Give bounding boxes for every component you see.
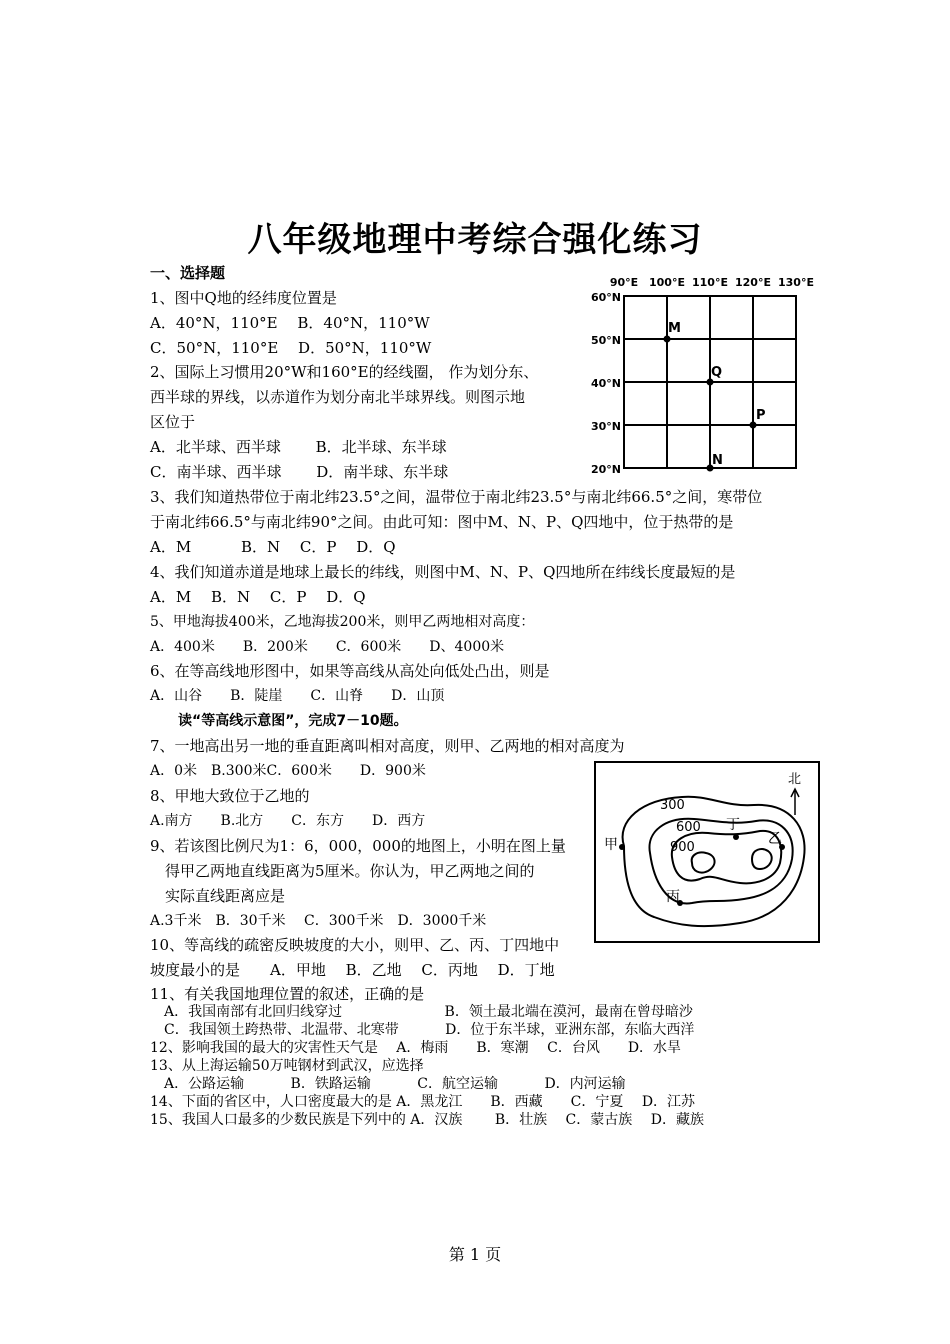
option-line: C．我国领土跨热带、北温带、北寒带 D．位于东半球，亚洲东部，东临大西洋 — [150, 1022, 695, 1038]
page-footer: 第 1 页 — [448, 1245, 502, 1264]
question-line: 5、甲地海拔400米，乙地海拔200米，则甲乙两地相对高度： — [150, 614, 535, 630]
option-line: A．我国南部有北回归线穿过 B．领土最北端在漠河，最南在曾母暗沙 — [150, 1004, 693, 1020]
question-line: 11、有关我国地理位置的叙述，正确的是 — [150, 985, 425, 1003]
question-line: 12、影响我国的最大的灾害性天气是 A．梅雨 B．寒潮 C．台风 D．水旱 — [150, 1040, 682, 1056]
lat-lon-grid-map — [588, 274, 818, 478]
lon-label: 110°E — [692, 276, 728, 289]
contour-label-900: 900 — [670, 840, 695, 855]
lat-label: 30°N — [590, 420, 621, 433]
page-title: 八年级地理中考综合强化练习 — [247, 220, 703, 260]
question-line: 14、下面的省区中，人口密度最大的是 A．黑龙江 B．西藏 C．宁夏 D．江苏 — [150, 1094, 696, 1110]
option-line: A．北半球、西半球 B．北半球、东半球 — [150, 438, 447, 456]
option-line: A．40°N，110°E B．40°N，110°W — [150, 314, 430, 332]
option-line: A．M B．N C．P D．Q — [150, 588, 366, 606]
option-line: C．50°N，110°E D．50°N，110°W — [150, 339, 432, 357]
question-line: 实际直线距离应是 — [150, 887, 286, 905]
question-line: 13、从上海运输50万吨钢材到武汉，应选择 — [150, 1058, 424, 1074]
option-line: A．公路运输 B．铁路运输 C．航空运输 D．内河运输 — [150, 1076, 626, 1092]
option-line: C．南半球、西半球 D．南半球、东半球 — [150, 463, 449, 481]
question-line: 3、我们知道热带位于南北纬23.5°之间，温带位于南北纬23.5°与南北纬66.5°之间，寒带位 — [150, 488, 763, 506]
question-line: 9、若该图比例尺为1：6，000，000的地图上，小明在图上量 — [150, 837, 566, 855]
question-line: 得甲乙两地直线距离为5厘米。你认为，甲乙两地之间的 — [150, 862, 535, 880]
option-line: A．M B．N C．P D．Q — [150, 538, 396, 556]
option-line: A.3千米 B．30千米 C．300千米 D．3000千米 — [150, 913, 487, 929]
question-line: 10、等高线的疏密反映坡度的大小，则甲、乙、丙、丁四地中 — [150, 936, 560, 954]
point-m-label: M — [668, 321, 681, 336]
instruction-line: 读“等高线示意图”，完成7－10题。 — [178, 713, 408, 729]
lon-label: 100°E — [649, 276, 685, 289]
place-ding-label: 丁 — [726, 817, 740, 833]
question-line: 7、一地高出另一地的垂直距离叫相对高度，则甲、乙两地的相对高度为 — [150, 737, 625, 755]
question-line: 2、国际上习惯用20°W和160°E的经线圈， 作为划分东、 — [150, 363, 539, 381]
point-m-marker — [664, 336, 671, 343]
place-bing-label: 丙 — [666, 889, 680, 905]
point-q-label: Q — [711, 365, 723, 380]
question-line: 15、我国人口最多的少数民族是下列中的 A．汉族 B．壮族 C．蒙古族 D．藏族 — [150, 1112, 704, 1128]
lon-label: 90°E — [609, 276, 639, 289]
place-jia-label: 甲 — [604, 837, 618, 853]
north-label: 北 — [788, 772, 802, 787]
section-heading: 一、选择题 — [150, 264, 226, 282]
option-line: A．0米 B.300米C．600米 D．900米 — [150, 763, 426, 779]
option-line: A.南方 B.北方 C．东方 D．西方 — [150, 813, 426, 829]
lat-label: 40°N — [590, 377, 621, 390]
question-line: 区位于 — [150, 413, 196, 431]
option-line: A．400米 B．200米 C．600米 D、4000米 — [150, 639, 505, 655]
contour-label-300: 300 — [660, 798, 685, 813]
lat-label: 60°N — [590, 291, 621, 304]
option-line: 坡度最小的是 A．甲地 B．乙地 C．丙地 D．丁地 — [150, 961, 555, 979]
lat-label: 20°N — [590, 463, 621, 476]
place-jia-marker — [619, 844, 625, 850]
lat-label: 50°N — [590, 334, 621, 347]
point-p-label: P — [756, 408, 766, 423]
question-line: 于南北纬66.5°与南北纬90°之间。由此可知：图中M、N、P、Q四地中，位于热带的是 — [150, 513, 734, 531]
place-ding-marker — [733, 834, 739, 840]
option-line: A．山谷 B．陡崖 C．山脊 D．山顶 — [150, 688, 445, 704]
contour-map — [594, 761, 820, 943]
place-yi-label: 乙 — [768, 831, 782, 847]
question-line: 8、甲地大致位于乙地的 — [150, 787, 310, 805]
lon-label: 120°E — [735, 276, 771, 289]
point-n-label: N — [712, 453, 723, 468]
question-line: 西半球的界线，以赤道作为划分南北半球界线。则图示地 — [150, 388, 526, 406]
question-line: 4、我们知道赤道是地球上最长的纬线，则图中M、N、P、Q四地所在纬线长度最短的是 — [150, 563, 736, 581]
contour-label-600: 600 — [676, 820, 701, 835]
lon-label: 130°E — [778, 276, 814, 289]
question-line: 6、在等高线地形图中，如果等高线从高处向低处凸出，则是 — [150, 662, 550, 680]
question-line: 1、图中Q地的经纬度位置是 — [150, 289, 337, 307]
